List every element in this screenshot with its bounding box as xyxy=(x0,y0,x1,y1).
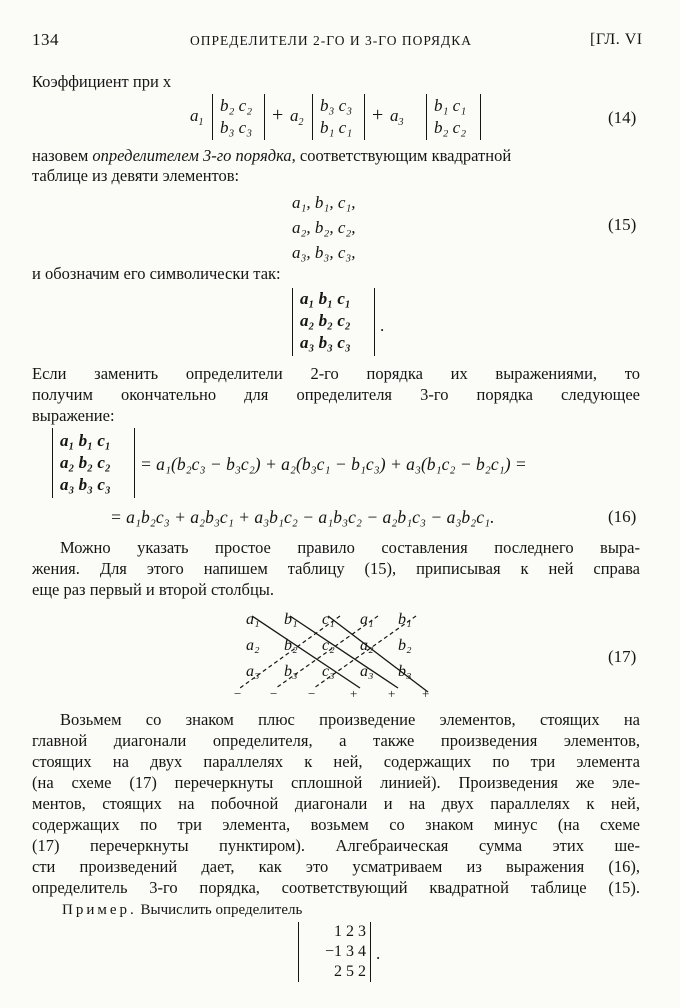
eq15-row: a₂, b₂, c₂, xyxy=(292,218,356,237)
eq16-row: a₃ b₃ c₃ xyxy=(60,475,111,494)
eq14-coef-3: $a_3$ xyxy=(390,106,404,128)
scheme-17 xyxy=(230,606,440,702)
eq14-plus-2: + xyxy=(372,104,384,126)
chapter-label: [ГЛ. VI xyxy=(590,31,643,48)
scheme-cell: b₃ xyxy=(284,663,298,680)
eq16-line1: = a₁(b₂c₃ − b₃c₂) + a₂(b₃c₁ − b₁c₃) + a₃(b₁c₂ − b₂c₁) = xyxy=(140,454,527,474)
para6-line6: содержащих по три элемента, возьмем со знаком минус (на схеме xyxy=(32,815,640,834)
example-row: −1 3 4 xyxy=(324,943,366,960)
eq14-m1-row1: b₂ c₂ xyxy=(220,96,253,115)
example-text: Вычислить определитель xyxy=(140,902,303,918)
scheme-cell: b₂ xyxy=(284,637,298,654)
eq14-number: (14) xyxy=(608,108,637,127)
para-intro: Коэффициент при x xyxy=(32,72,172,91)
para4-line2: получим окончательно для определителя 3-го порядка следующее xyxy=(32,385,640,404)
solid-diagonal xyxy=(328,616,428,692)
equation-14 xyxy=(190,92,490,142)
symbolic-dot: . xyxy=(380,316,385,335)
eq16-row: a₂ b₂ c₂ xyxy=(60,453,111,472)
eq14-m1-row2: b₃ c₃ xyxy=(220,118,253,137)
para3-line: и обозначим его символически так: xyxy=(32,264,281,283)
eq14-coef-1: $a_1$ xyxy=(190,106,204,128)
para5-line3: еще раз первый и второй столбцы. xyxy=(32,580,274,599)
para4-line3: выражение: xyxy=(32,406,115,425)
scheme-sign: + xyxy=(388,686,396,701)
scheme-cell: a₁ xyxy=(246,611,260,628)
para6-line9: определитель 3-го порядка, соответствующий квадратной таблице (15). xyxy=(32,878,640,897)
para5-line1: Можно указать простое правило составления последнего выра- xyxy=(60,538,640,557)
scheme-cell: b₁ xyxy=(284,611,298,628)
scheme-sign: − xyxy=(234,686,242,701)
eq16-determinant xyxy=(60,430,111,496)
para6-line2: главной диагонали определителя, а также произведения элементов, xyxy=(32,731,640,750)
symbolic-row: a₂ b₂ c₂ xyxy=(300,311,351,330)
eq17-number: (17) xyxy=(608,647,637,666)
scheme-cell: a₃ xyxy=(246,663,260,680)
scheme-cell: b₂ xyxy=(398,637,412,654)
para5-line2: жения. Для этого напишем таблицу (15), приписывая к ней справа xyxy=(32,559,640,578)
scheme-cell: c₁ xyxy=(322,611,335,628)
eq16-line2: = a₁b₂c₃ + a₂b₃c₁ + a₃b₁c₂ − a₁b₃c₂ − a₂b₁c₃ − a₃b₂c₁. xyxy=(110,507,495,527)
eq14-m2-row1: b₃ c₃ xyxy=(320,96,353,115)
para2-line2: таблице из девяти элементов: xyxy=(32,166,240,185)
scheme-sign: + xyxy=(350,686,358,701)
page-number: 134 xyxy=(32,30,59,49)
example-label: Пример. xyxy=(62,902,137,918)
example-row: 2 5 2 xyxy=(334,963,366,980)
scheme-sign: + xyxy=(422,686,430,701)
running-title: ОПРЕДЕЛИТЕЛИ 2-ГО И 3-ГО ПОРЯДКА xyxy=(190,33,472,48)
scheme-cell: c₂ xyxy=(322,637,335,654)
example-heading xyxy=(62,902,302,919)
para6-line8: сти произведений дает, как это усматриваем из выражения (16), xyxy=(32,857,640,876)
eq16-number: (16) xyxy=(608,507,637,526)
eq15-row: a₁, b₁, c₁, xyxy=(292,193,356,212)
eq14-plus-1: + xyxy=(272,104,284,126)
scheme-sign: − xyxy=(270,686,278,701)
para6-line5: ментов, стоящих на побочной диагонали и на двух параллелях к ней, xyxy=(32,794,640,813)
para6-line4: (на схеме (17) перечеркнуты сплошной линией). Произведения же эле- xyxy=(32,773,640,792)
scheme-cell: a₃ xyxy=(360,663,374,680)
symbolic-row: a₃ b₃ c₃ xyxy=(300,333,351,352)
para4-line1: Если заменить определители 2-го порядка их выражениями, то xyxy=(32,364,640,383)
para2-line1: назовем определителем 3-го порядка, соответствующим квадратной xyxy=(32,146,512,165)
eq14-m3-row1: b₁ c₁ xyxy=(434,96,467,115)
example-dot: . xyxy=(376,944,381,963)
symbolic-row: a₁ b₁ c₁ xyxy=(300,289,351,308)
eq15-number: (15) xyxy=(608,215,637,234)
example-row: 1 2 3 xyxy=(334,923,366,940)
eq14-m2-row2: b₁ c₁ xyxy=(320,118,353,137)
scheme-cell: a₂ xyxy=(360,637,374,654)
example-determinant xyxy=(304,922,366,982)
scheme-cell: a₁ xyxy=(360,611,374,628)
equation-15-table xyxy=(292,190,356,265)
scheme-cell: b₁ xyxy=(398,611,412,628)
eq14-coef-2: $a_2$ xyxy=(290,106,304,128)
scheme-sign: − xyxy=(308,686,316,701)
scheme-cell: a₂ xyxy=(246,637,260,654)
eq16-row: a₁ b₁ c₁ xyxy=(60,431,111,450)
para6-line7: (17) перечеркнуты пунктиром). Алгебраическая сумма этих ше- xyxy=(32,836,640,855)
eq14-m3-row2: b₂ c₂ xyxy=(434,118,467,137)
scheme-cell: b₃ xyxy=(398,663,412,680)
para6-line1: Возьмем со знаком плюс произведение элементов, стоящих на xyxy=(60,710,640,729)
symbolic-determinant xyxy=(300,288,351,354)
eq15-row: a₃, b₃, c₃, xyxy=(292,243,356,262)
para6-line3: стоящих на двух параллелях к ней, содержащих по три элемента xyxy=(32,752,640,771)
scheme-cell: c₃ xyxy=(322,663,335,680)
